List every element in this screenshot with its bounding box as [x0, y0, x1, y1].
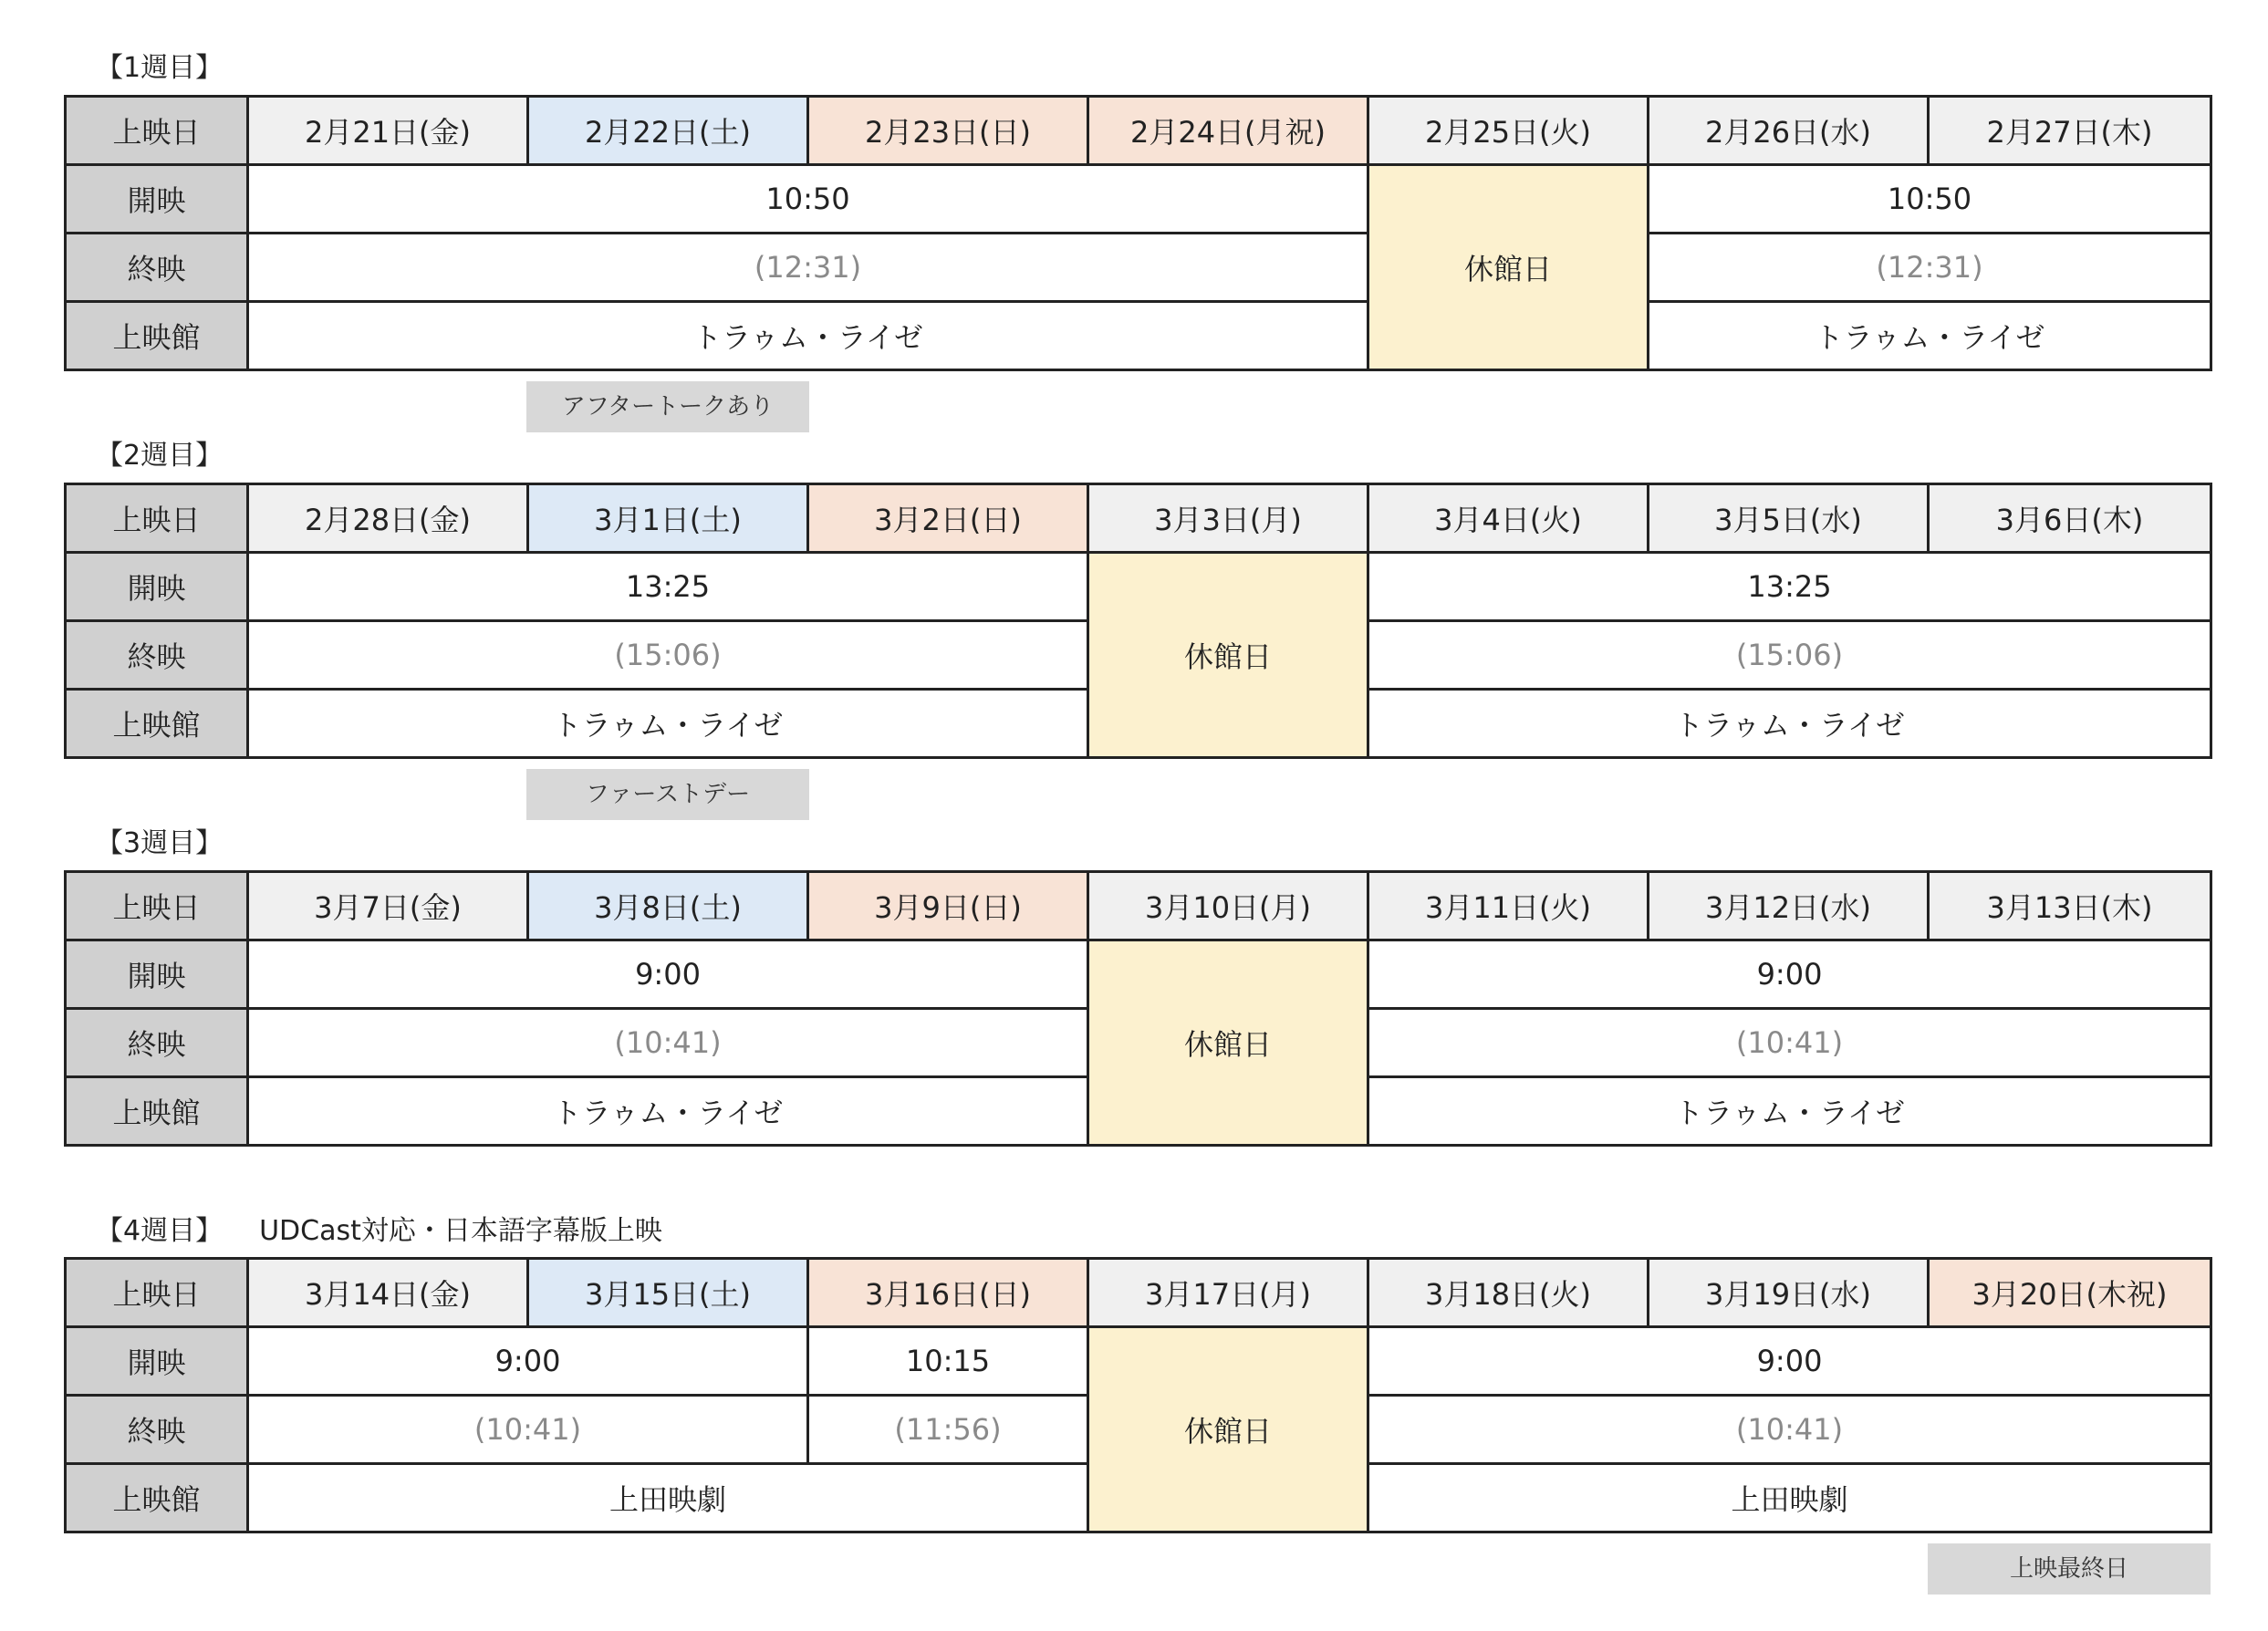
date-cell: 2月21日(金): [248, 97, 528, 165]
week-3-table: [64, 870, 2212, 1147]
date-cell: 3月6日(木): [1929, 484, 2211, 553]
date-cell: 3月1日(土): [528, 484, 808, 553]
row-label-venue: 上映館: [66, 302, 248, 370]
venue: トラゥム・ライゼ: [1368, 690, 2211, 758]
venue: 上田映劇: [1368, 1464, 2211, 1532]
week-2-table: [64, 483, 2212, 759]
end-time: (12:31): [1649, 234, 2211, 302]
date-cell: 3月16日(日): [808, 1259, 1088, 1327]
date-cell: 3月7日(金): [248, 872, 528, 940]
date-cell: 3月8日(土): [528, 872, 808, 940]
date-cell: 3月20日(木祝): [1929, 1259, 2211, 1327]
start-time: 9:00: [1368, 1327, 2211, 1396]
start-time: 9:00: [1368, 940, 2211, 1009]
closed-day: 休館日: [1088, 1327, 1368, 1532]
start-time: 9:00: [248, 940, 1088, 1009]
date-cell: 3月11日(火): [1368, 872, 1649, 940]
date-cell: 3月5日(水): [1649, 484, 1929, 553]
week-4-title: 【4週目】 UDCast対応・日本語字幕版上映: [96, 1215, 662, 1247]
date-cell: 2月22日(土): [528, 97, 808, 165]
row-label-date: 上映日: [66, 1259, 248, 1327]
row-label-end: 終映: [66, 234, 248, 302]
end-time: (10:41): [248, 1009, 1088, 1077]
end-time: (10:41): [1368, 1009, 2211, 1077]
row-label-start: 開映: [66, 1327, 248, 1396]
end-time: (15:06): [248, 621, 1088, 690]
date-cell: 2月28日(金): [248, 484, 528, 553]
date-cell: 3月10日(月): [1088, 872, 1368, 940]
row-label-end: 終映: [66, 1396, 248, 1464]
venue: トラゥム・ライゼ: [1368, 1077, 2211, 1146]
start-time: 10:50: [1649, 165, 2211, 234]
date-cell: 3月4日(火): [1368, 484, 1649, 553]
row-label-date: 上映日: [66, 97, 248, 165]
week-1-title: 【1週目】: [96, 52, 224, 84]
closed-day: 休館日: [1368, 165, 1649, 370]
date-cell: 3月9日(日): [808, 872, 1088, 940]
row-label-venue: 上映館: [66, 1077, 248, 1146]
week-1-note: アフタートークあり: [526, 381, 809, 432]
date-cell: 3月19日(水): [1649, 1259, 1929, 1327]
start-time: 10:15: [808, 1327, 1088, 1396]
closed-day: 休館日: [1088, 940, 1368, 1146]
date-cell: 3月2日(日): [808, 484, 1088, 553]
end-time: (10:41): [248, 1396, 808, 1464]
date-cell: 3月3日(月): [1088, 484, 1368, 553]
week-3-title: 【3週目】: [96, 827, 224, 859]
closed-day: 休館日: [1088, 553, 1368, 758]
week-4-subtitle: UDCast対応・日本語字幕版上映: [259, 1215, 662, 1247]
end-time: (10:41): [1368, 1396, 2211, 1464]
venue: トラゥム・ライゼ: [1649, 302, 2211, 370]
date-cell: 3月18日(火): [1368, 1259, 1649, 1327]
row-label-start: 開映: [66, 553, 248, 621]
end-time: (11:56): [808, 1396, 1088, 1464]
row-label-end: 終映: [66, 1009, 248, 1077]
week-4-table: [64, 1257, 2212, 1533]
end-time: (12:31): [248, 234, 1368, 302]
date-cell: 3月15日(土): [528, 1259, 808, 1327]
end-time: (15:06): [1368, 621, 2211, 690]
date-cell: 2月27日(木): [1929, 97, 2211, 165]
week-2-note: ファーストデー: [526, 769, 809, 820]
row-label-start: 開映: [66, 165, 248, 234]
date-cell: 2月25日(火): [1368, 97, 1649, 165]
venue: トラゥム・ライゼ: [248, 690, 1088, 758]
date-cell: 3月17日(月): [1088, 1259, 1368, 1327]
row-label-venue: 上映館: [66, 690, 248, 758]
week-2-title: 【2週目】: [96, 440, 224, 472]
start-time: 9:00: [248, 1327, 808, 1396]
date-cell: 2月24日(月祝): [1088, 97, 1368, 165]
date-cell: 3月12日(水): [1649, 872, 1929, 940]
row-label-end: 終映: [66, 621, 248, 690]
date-cell: 3月13日(木): [1929, 872, 2211, 940]
row-label-venue: 上映館: [66, 1464, 248, 1532]
week-4-note: 上映最終日: [1928, 1543, 2211, 1595]
date-cell: 2月26日(水): [1649, 97, 1929, 165]
venue: トラゥム・ライゼ: [248, 302, 1368, 370]
venue: 上田映劇: [248, 1464, 1088, 1532]
row-label-date: 上映日: [66, 872, 248, 940]
row-label-date: 上映日: [66, 484, 248, 553]
row-label-start: 開映: [66, 940, 248, 1009]
start-time: 13:25: [248, 553, 1088, 621]
venue: トラゥム・ライゼ: [248, 1077, 1088, 1146]
week-1-table: [64, 95, 2212, 371]
start-time: 10:50: [248, 165, 1368, 234]
date-cell: 2月23日(日): [808, 97, 1088, 165]
start-time: 13:25: [1368, 553, 2211, 621]
date-cell: 3月14日(金): [248, 1259, 528, 1327]
